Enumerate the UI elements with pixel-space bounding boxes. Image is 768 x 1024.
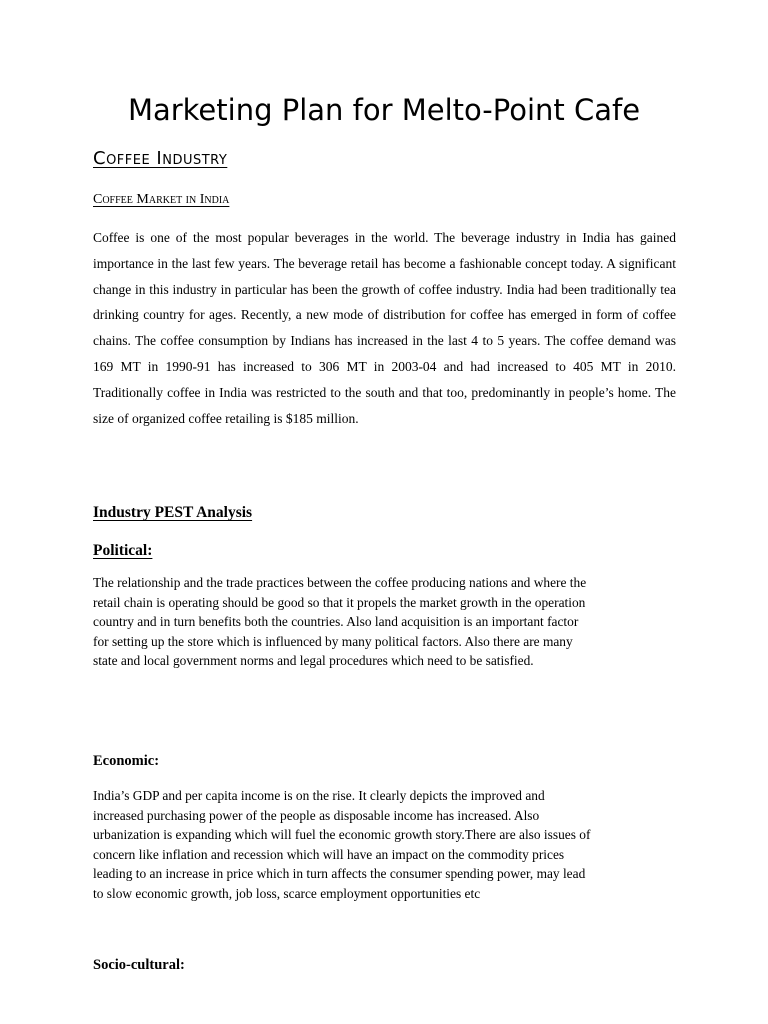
paragraph-economic xyxy=(93,786,683,904)
heading-coffee-industry: Coffee Industry xyxy=(93,148,228,169)
heading-industry-pest-analysis: Industry PEST Analysis xyxy=(93,504,253,521)
political-line: retail chain is operating should be good so that it propels the market growth in the operation xyxy=(93,594,586,610)
political-line: state and local government norms and legal procedures which need to be satisfied. xyxy=(93,653,534,669)
economic-line: leading to an increase in price which in turn affects the consumer spending power, may lead xyxy=(93,866,586,882)
economic-line: concern like inflation and recession which will have an impact on the commodity prices xyxy=(93,846,565,862)
paragraph-political xyxy=(93,573,683,671)
political-line: The relationship and the trade practices between the coffee producing nations and where the xyxy=(93,575,587,590)
political-line: country and in turn benefits both the countries. Also land acquisition is an important factor xyxy=(93,614,579,630)
document-title: Marketing Plan for Melto-Point Cafe xyxy=(127,93,641,127)
economic-line: to slow economic growth, job loss, scarce employment opportunities etc xyxy=(93,885,481,901)
heading-economic: Economic: xyxy=(93,753,160,769)
political-line: for setting up the store which is influenced by many political factors. Also there are many xyxy=(93,633,573,649)
paragraph-coffee-market: Coffee is one of the most popular beverages in the world. The beverage industry in India has gained importance in the last few years. The beverage retail has become a fashionable concept today. A significant change in this industry in particular has been the growth of coffee industry. India had been traditionally tea drinking country for ages. Recently, a new mode of distribution for coffee has emerged in form of coffee chains. The coffee consumption by Indians has increased in the last 4 to 5 years. The coffee demand was 169 MT in 1990-91 has increased to 306 MT in 2003-04 and had increased to 405 MT in 2010. Traditionally coffee in India was restricted to the south and that too, predominantly in people’s home. The size of organized coffee retailing is $185 million. xyxy=(93,230,676,426)
heading-socio-cultural: Socio-cultural: xyxy=(93,957,185,973)
economic-line: India’s GDP and per capita income is on the rise. It clearly depicts the improved and xyxy=(93,788,545,803)
economic-line: increased purchasing power of the people as disposable income has increased. Also xyxy=(93,807,540,823)
heading-coffee-market-india: Coffee Market in India xyxy=(93,192,230,207)
heading-political: Political: xyxy=(93,542,153,559)
economic-line: urbanization is expanding which will fuel the economic growth story.There are also issues of xyxy=(93,827,591,843)
